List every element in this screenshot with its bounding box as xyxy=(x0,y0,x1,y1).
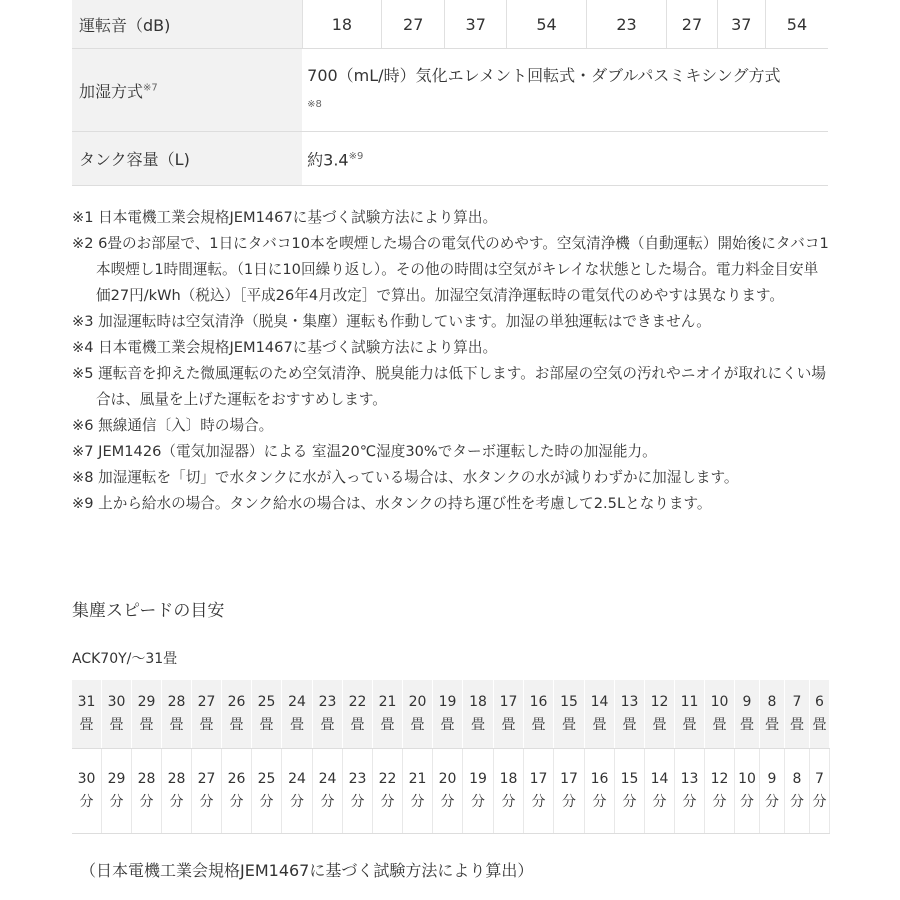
section-title: 集塵スピードの目安 xyxy=(72,601,225,621)
noise-value: 37 xyxy=(445,0,507,49)
room-size-cell: 22 畳 xyxy=(343,680,373,749)
noise-label: 運転音（dB) xyxy=(72,0,302,49)
room-size-cell: 20 畳 xyxy=(403,680,433,749)
room-size-cell: 24 畳 xyxy=(282,680,313,749)
minutes-cell: 23 分 xyxy=(343,749,373,834)
room-size-cell: 15 畳 xyxy=(554,680,585,749)
room-size-row xyxy=(72,680,830,749)
minutes-cell: 10 分 xyxy=(735,749,760,834)
noise-value: 27 xyxy=(382,0,445,49)
footnote: ※1 日本電機工業会規格JEM1467に基づく試験方法により算出。 xyxy=(72,209,498,226)
minutes-cell: 24 分 xyxy=(313,749,343,834)
footnote: ※4 日本電機工業会規格JEM1467に基づく試験方法により算出。 xyxy=(72,339,498,356)
humid-value: 700（mL/時）気化エレメント回転式・ダブルパスミキシング方式 ※8 xyxy=(302,49,828,132)
noise-value: 27 xyxy=(667,0,717,49)
minutes-cell: 27 分 xyxy=(192,749,222,834)
minutes-cell: 22 分 xyxy=(373,749,403,834)
footnote: ※8 加湿運転を「切」で水タンクに水が入っている場合は、水タンクの水が減りわずかに加湿します。 xyxy=(72,469,739,486)
room-size-cell: 29 畳 xyxy=(132,680,162,749)
model-label: ACK70Y/～31畳 xyxy=(72,651,178,667)
room-size-cell: 28 畳 xyxy=(162,680,192,749)
dust-speed-table xyxy=(72,680,830,834)
room-size-cell: 26 畳 xyxy=(222,680,252,749)
room-size-cell: 16 畳 xyxy=(524,680,554,749)
room-size-cell: 11 畳 xyxy=(675,680,705,749)
minutes-row xyxy=(72,749,830,834)
minutes-cell: 20 分 xyxy=(433,749,463,834)
minutes-cell: 25 分 xyxy=(252,749,282,834)
footnotes xyxy=(72,205,832,517)
room-size-cell: 9 畳 xyxy=(735,680,760,749)
room-size-cell: 25 畳 xyxy=(252,680,282,749)
footnote: ※2 6畳のお部屋で、1日にタバコ10本を喫煙した場合の電気代のめやす。空気清浄機（自動運転）開始後にタバコ1本喫煙し1時間運転。（1日に10回繰り返し）。その他の時間は空気がキレイな状態とした場合。電力料金目安単価27円/kWh（税込）［平成26年4月改定］で算出。加湿空気清浄運転時の電気代のめやすは異なります。 xyxy=(72,235,829,304)
footnote: ※3 加湿運転時は空気清浄（脱臭・集塵）運転も作動しています。加湿の単独運転はできません。 xyxy=(72,313,711,330)
room-size-cell: 23 畳 xyxy=(313,680,343,749)
minutes-cell: 21 分 xyxy=(403,749,433,834)
footnote: ※5 運転音を抑えた微風運転のため空気清浄、脱臭能力は低下します。お部屋の空気の汚れやニオイが取れにくい場合は、風量を上げた運転をおすすめします。 xyxy=(72,365,826,408)
minutes-cell: 19 分 xyxy=(463,749,494,834)
minutes-cell: 29 分 xyxy=(102,749,132,834)
footnote: ※7 JEM1426（電気加湿器）による 室温20℃湿度30%でターボ運転した時の加湿能力。 xyxy=(72,443,657,460)
minutes-cell: 14 分 xyxy=(645,749,675,834)
room-size-cell: 18 畳 xyxy=(463,680,494,749)
room-size-cell: 12 畳 xyxy=(645,680,675,749)
dust-footnote: （日本電機工業会規格JEM1467に基づく試験方法により算出） xyxy=(80,861,534,880)
room-size-cell: 19 畳 xyxy=(433,680,463,749)
room-size-cell: 8 畳 xyxy=(760,680,785,749)
room-size-cell: 7 畳 xyxy=(785,680,810,749)
room-size-cell: 31 畳 xyxy=(72,680,102,749)
tank-value-mark: ※9 xyxy=(348,150,364,162)
room-size-cell: 30 畳 xyxy=(102,680,132,749)
minutes-cell: 18 分 xyxy=(494,749,524,834)
minutes-cell: 30 分 xyxy=(72,749,102,834)
humid-value-mark: ※8 xyxy=(307,98,322,110)
minutes-cell: 28 分 xyxy=(162,749,192,834)
humid-label: 加湿方式$^{※7}$ xyxy=(72,49,302,132)
tank-row xyxy=(72,132,828,186)
spec-table xyxy=(72,0,828,186)
room-size-cell: 13 畳 xyxy=(615,680,645,749)
room-size-cell: 17 畳 xyxy=(494,680,524,749)
minutes-cell: 15 分 xyxy=(615,749,645,834)
room-size-cell: 21 畳 xyxy=(373,680,403,749)
room-size-cell: 10 畳 xyxy=(705,680,735,749)
room-size-cell: 27 畳 xyxy=(192,680,222,749)
noise-value: 18 xyxy=(302,0,382,49)
room-size-cell: 14 畳 xyxy=(585,680,615,749)
minutes-cell: 28 分 xyxy=(132,749,162,834)
minutes-cell: 9 分 xyxy=(760,749,785,834)
footnote: ※9 上から給水の場合。タンク給水の場合は、水タンクの持ち運び性を考慮して2.5Lとなります。 xyxy=(72,495,712,512)
minutes-cell: 17 分 xyxy=(524,749,554,834)
minutes-cell: 24 分 xyxy=(282,749,313,834)
tank-value: 約3.4$^{※9}$ xyxy=(302,132,828,186)
footnote: ※6 無線通信〔入〕時の場合。 xyxy=(72,417,274,434)
tank-label: タンク容量（L) xyxy=(72,132,302,186)
minutes-cell: 13 分 xyxy=(675,749,705,834)
humid-row xyxy=(72,49,828,132)
minutes-cell: 26 分 xyxy=(222,749,252,834)
humid-label-mark: ※7 xyxy=(143,82,158,94)
minutes-cell: 8 分 xyxy=(785,749,810,834)
noise-row xyxy=(72,0,828,49)
noise-value: 23 xyxy=(586,0,667,49)
room-size-cell: 6 畳 xyxy=(810,680,830,749)
noise-value: 54 xyxy=(765,0,828,49)
minutes-cell: 12 分 xyxy=(705,749,735,834)
noise-value: 37 xyxy=(717,0,765,49)
minutes-cell: 16 分 xyxy=(585,749,615,834)
minutes-cell: 17 分 xyxy=(554,749,585,834)
noise-value: 54 xyxy=(507,0,587,49)
minutes-cell: 7 分 xyxy=(810,749,830,834)
